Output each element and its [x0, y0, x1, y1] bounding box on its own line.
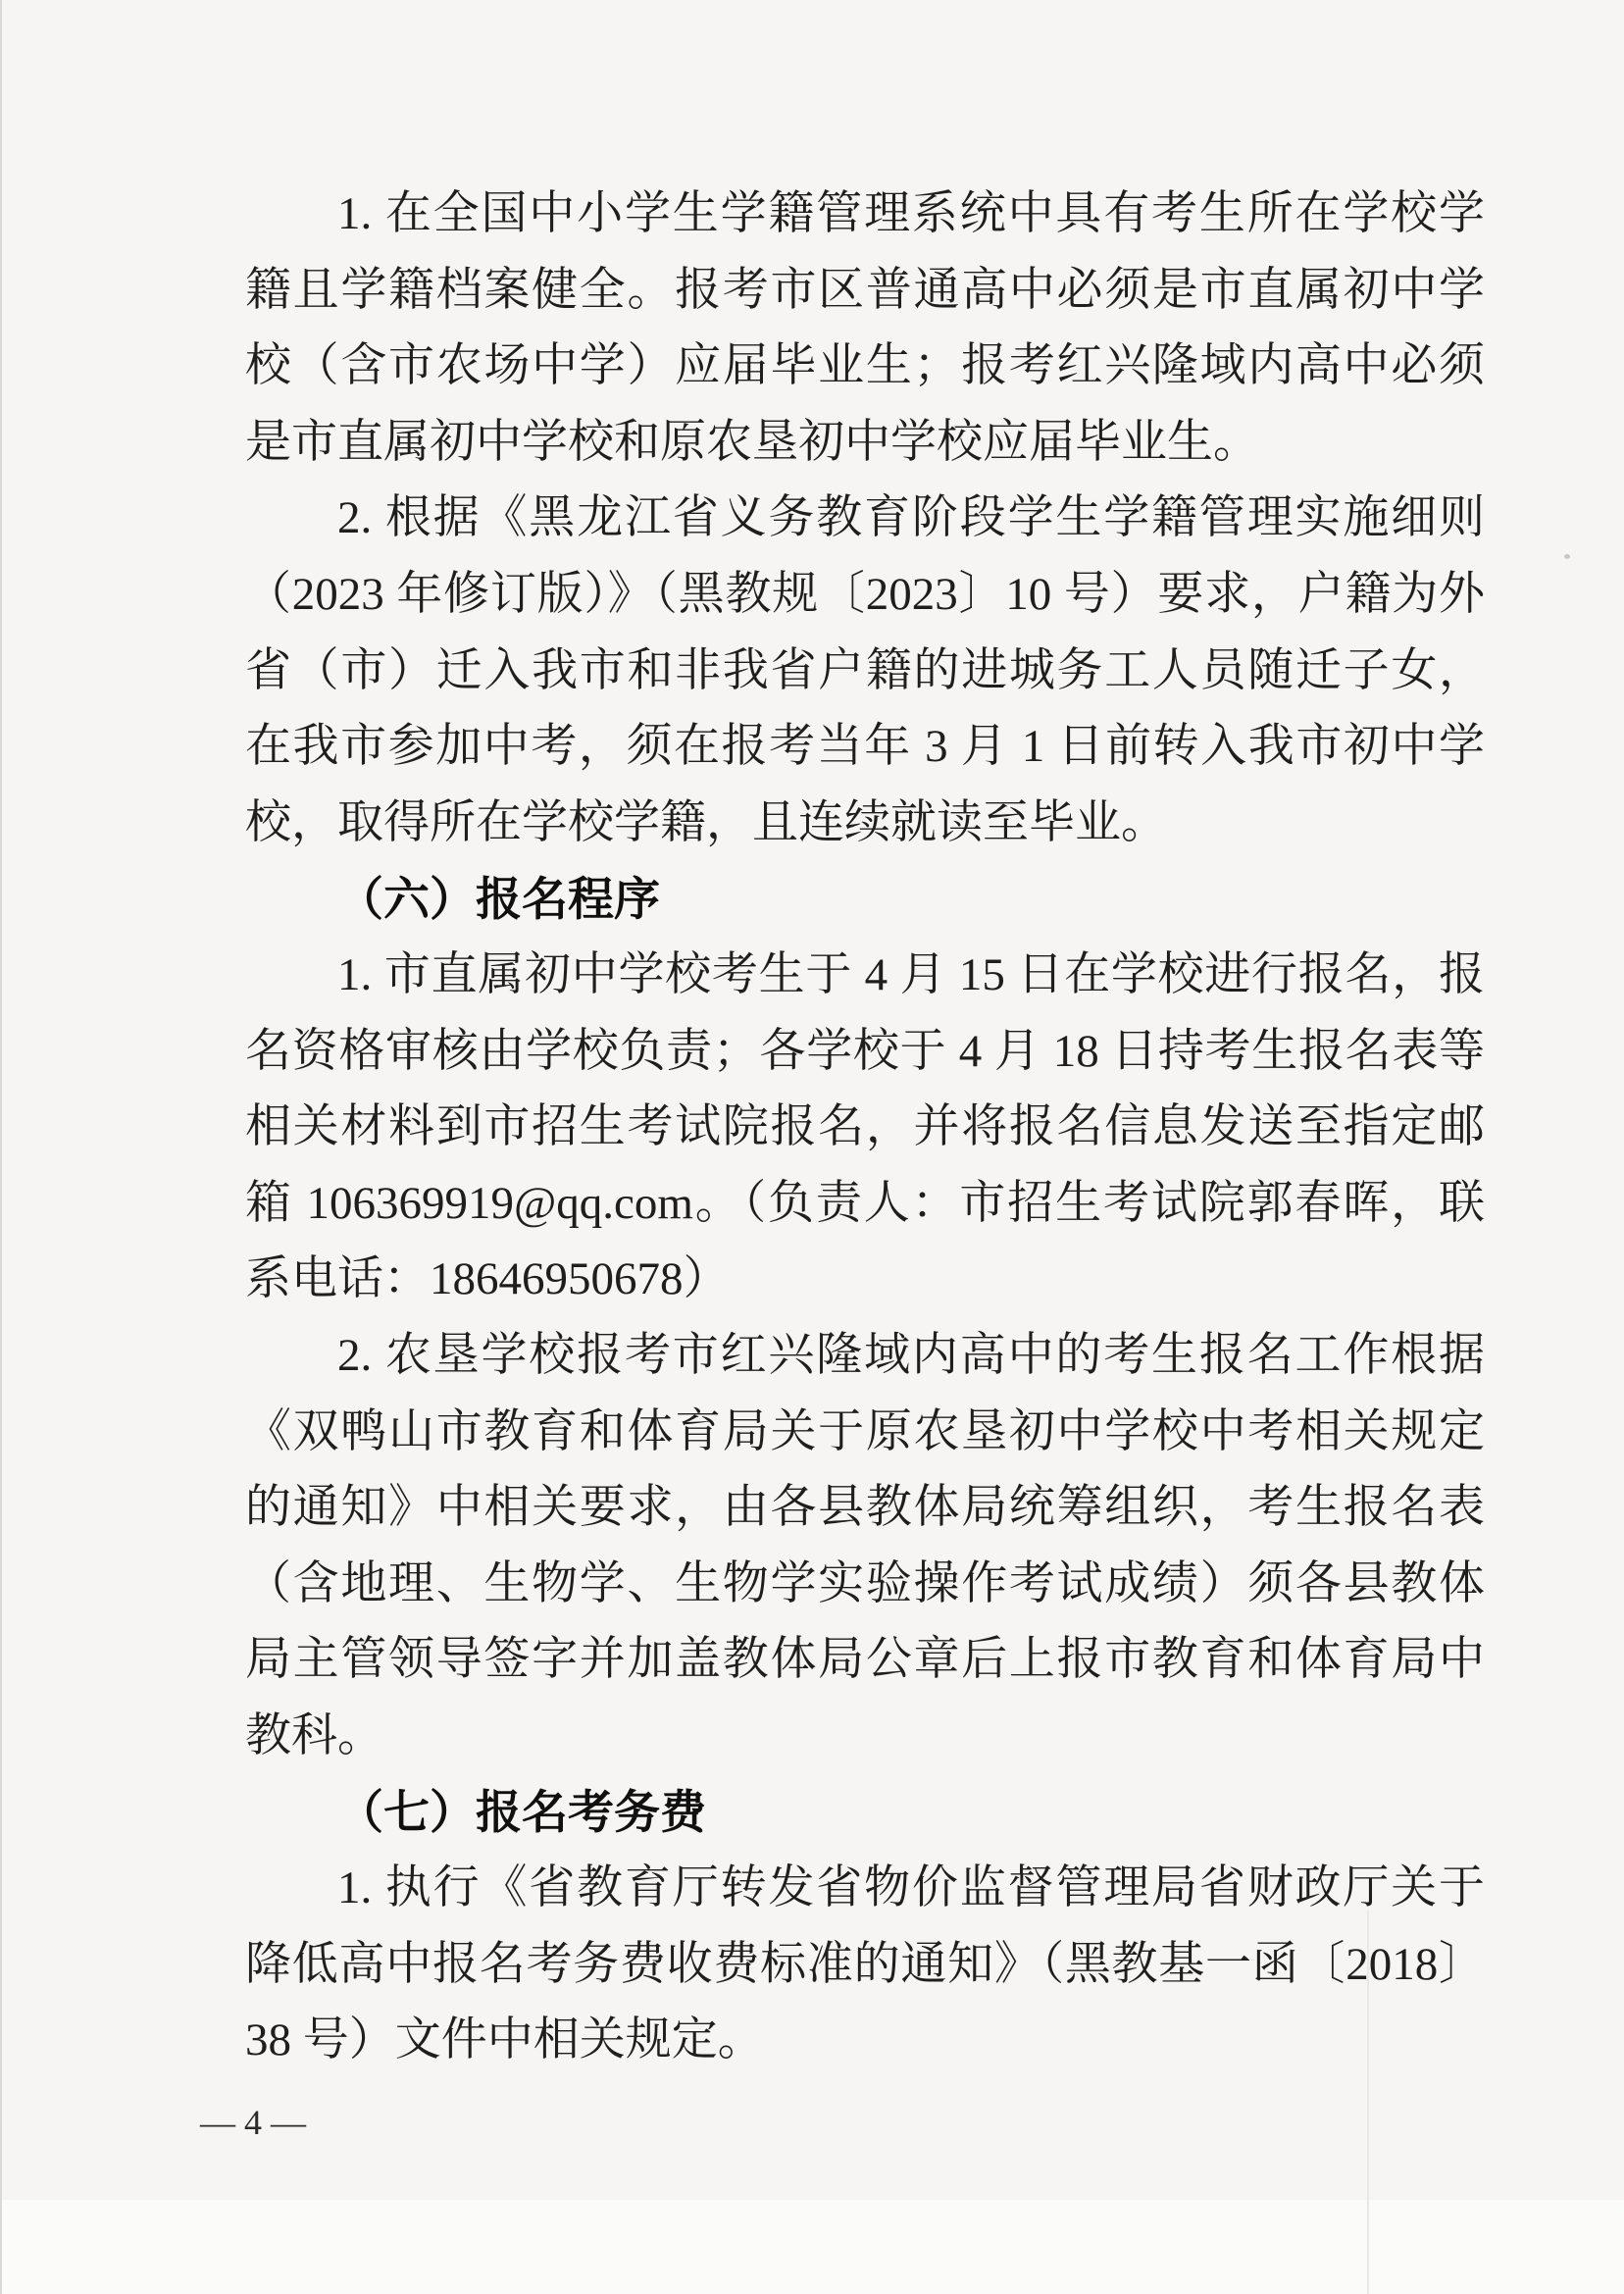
scan-speck	[1564, 554, 1570, 559]
body-text	[245, 177, 1485, 2079]
paragraph-student-status-1: 1. 在全国中小学生学籍管理系统中具有考生所在学校学籍且学籍档案健全。报考市区普通高中必须是市直属初中学校（含市农场中学）应届毕业生；报考红兴隆域内高中必须是市直属初中学校和原农垦初中学校应届毕业生。	[245, 188, 1485, 468]
section-heading-6-registration-procedure: （六）报名程序	[337, 873, 660, 926]
paragraph-registration-2: 2. 农垦学校报考市红兴隆域内高中的考生报名工作根据《双鸭山市教育和体育局关于原农垦初中学校中考相关规定的通知》中相关要求，由各县教体局统筹组织，考生报名表（含地理、生物学、生物学实验操作考试成绩）须各县教体局主管领导签字并加盖教体局公章后上报市教育和体育局中教科。	[245, 1329, 1485, 1761]
paragraph-exam-fee-1: 1. 执行《省教育厅转发省物价监督管理局省财政厅关于降低高中报名考务费收费标准的通知》（黑教基一函〔2018〕38 号）文件中相关规定。	[245, 1862, 1485, 2066]
paragraph-student-status-2: 2. 根据《黑龙江省义务教育阶段学生学籍管理实施细则（2023 年修订版）》（黑教规〔2023〕10 号）要求，户籍为外省（市）迁入我市和非我省户籍的进城务工人员随迁子女，在我市参加中考，须在报考当年 3 月 1 日前转入我市初中学校，取得所在学校学籍，且连续就读至毕业。	[245, 492, 1485, 848]
section-heading-7-exam-fee: （七）报名考务费	[337, 1786, 706, 1839]
scan-edge-shadow	[0, 0, 2, 2294]
scan-bottom-strip	[0, 2200, 1624, 2294]
page-number: — 4 —	[200, 2103, 306, 2142]
paragraph-registration-1: 1. 市直属初中学校考生于 4 月 15 日在学校进行报名，报名资格审核由学校负责；各学校于 4 月 18 日持考生报名表等相关材料到市招生考试院报名，并将报名信息发送至指定邮箱 106369919@qq.com。（负责人：市招生考试院郭春晖，联系电话：18646950678）	[245, 948, 1485, 1305]
